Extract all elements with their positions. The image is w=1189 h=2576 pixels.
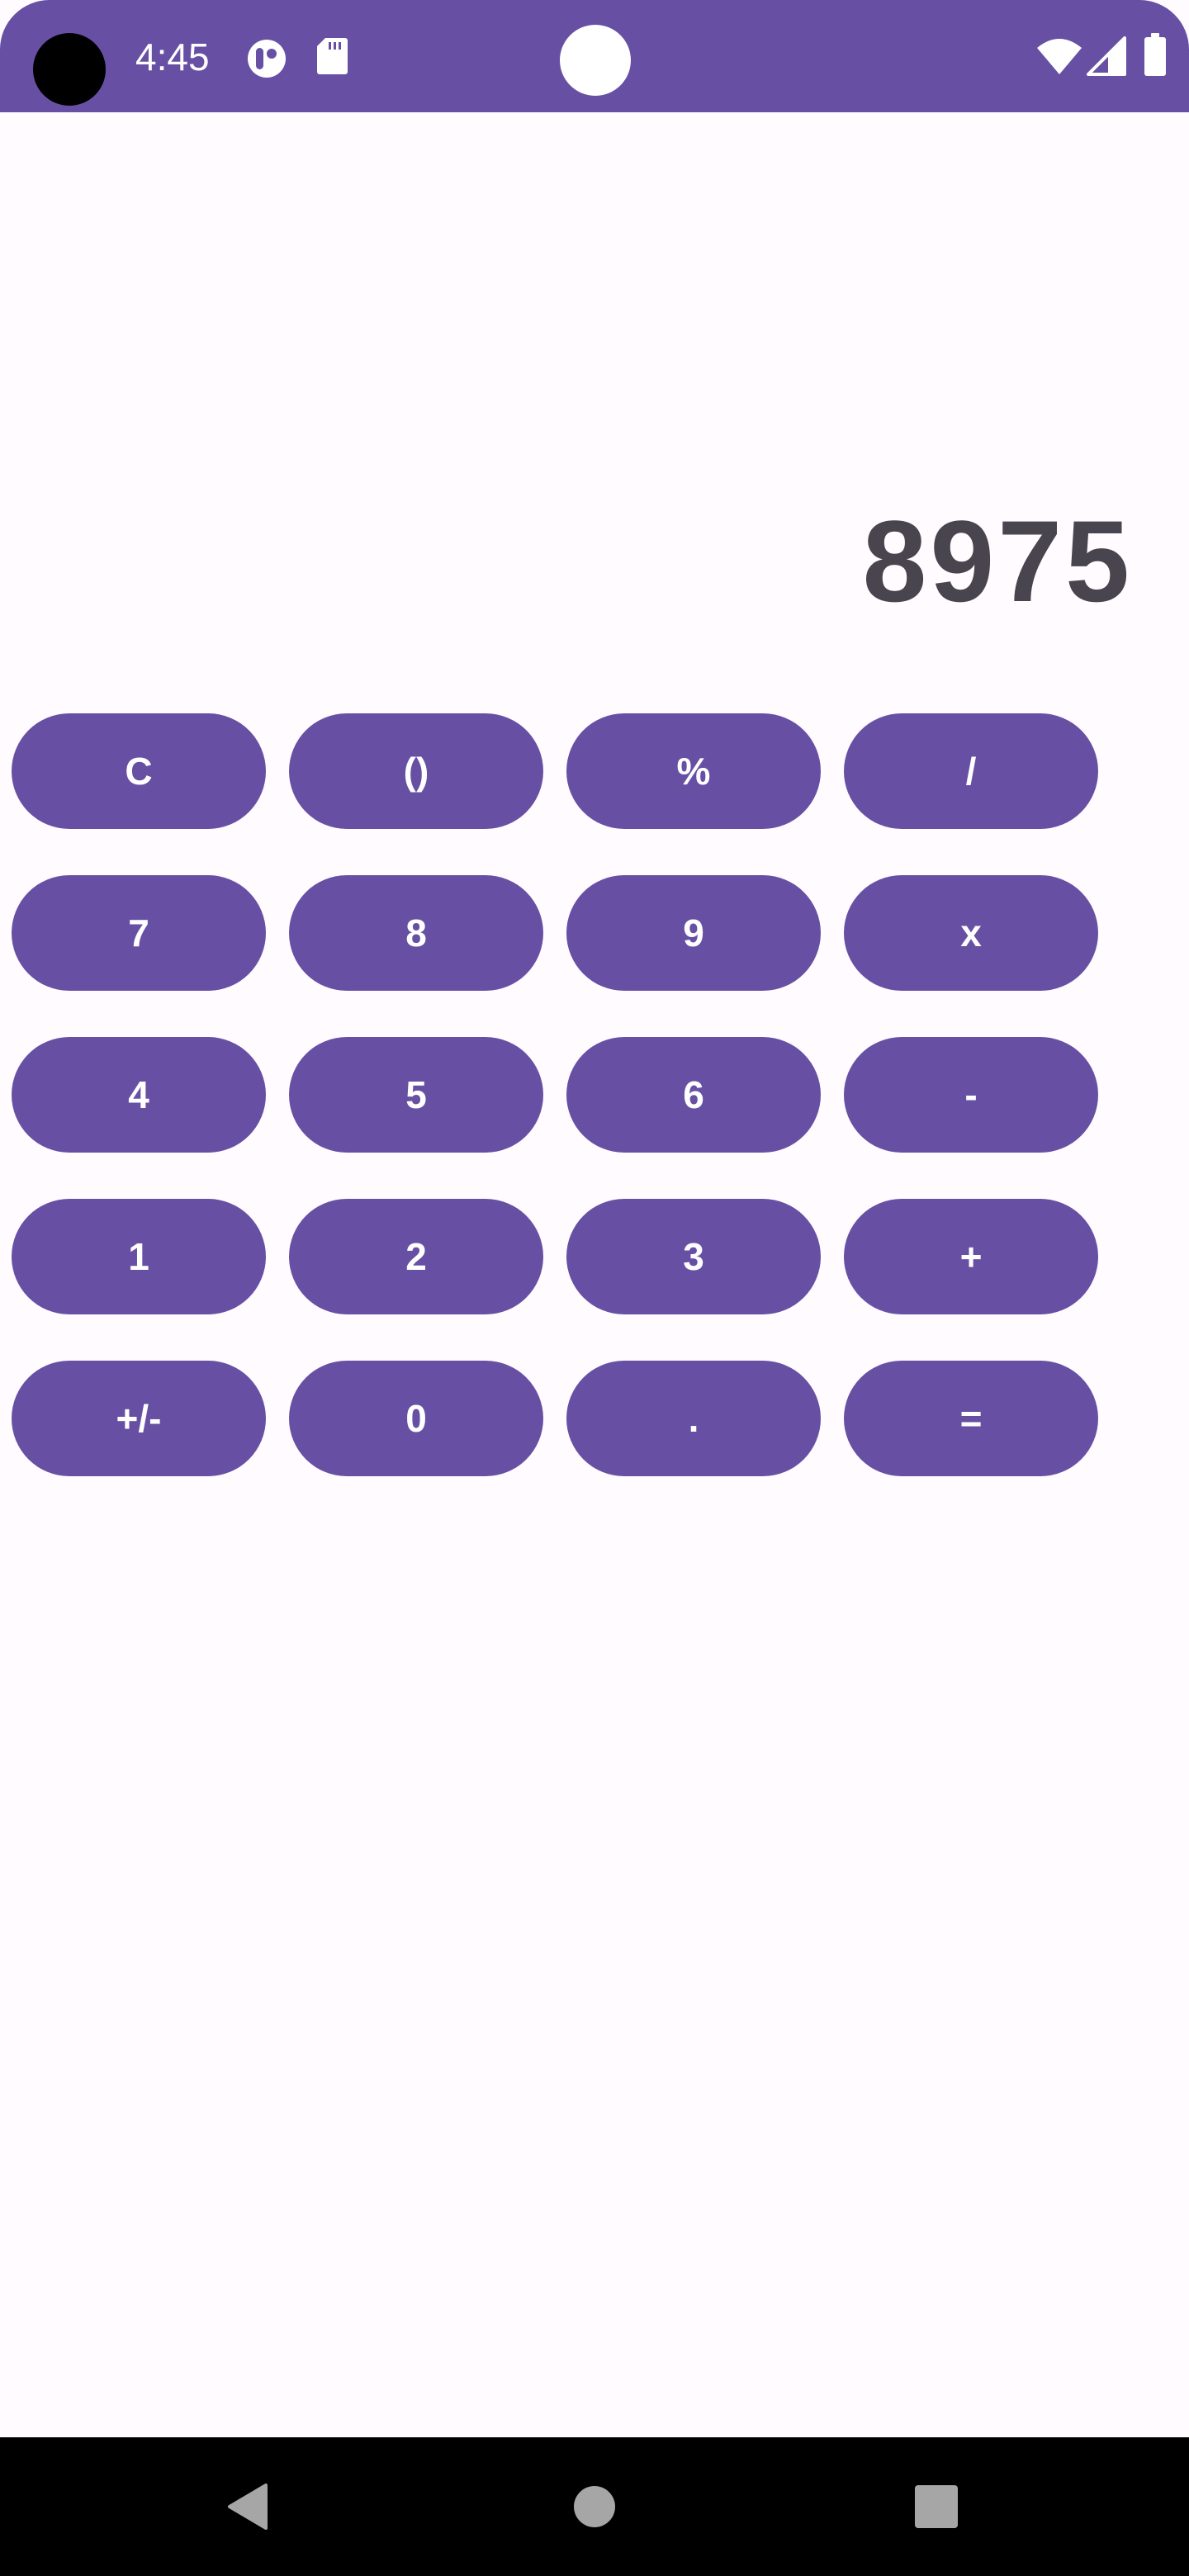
digit-0-button[interactable]: 0: [289, 1361, 543, 1476]
negate-button[interactable]: +/-: [12, 1361, 266, 1476]
digit-1-button[interactable]: 1: [12, 1199, 266, 1314]
percent-button[interactable]: %: [566, 713, 821, 829]
recents-button[interactable]: [870, 2437, 1002, 2576]
digit-5-button[interactable]: 5: [289, 1037, 543, 1153]
digit-4-button[interactable]: 4: [12, 1037, 266, 1153]
camera-cutout: [33, 33, 106, 106]
divide-button[interactable]: /: [844, 713, 1098, 829]
add-button[interactable]: +: [844, 1199, 1098, 1314]
front-sensor: [560, 25, 631, 96]
digit-8-button[interactable]: 8: [289, 875, 543, 991]
digit-6-button[interactable]: 6: [566, 1037, 821, 1153]
equals-button[interactable]: =: [844, 1361, 1098, 1476]
multiply-button[interactable]: x: [844, 875, 1098, 991]
battery-icon: [1144, 33, 1166, 76]
home-circle-icon: [572, 2484, 617, 2529]
result-display: 8975: [862, 496, 1133, 626]
subtract-button[interactable]: -: [844, 1037, 1098, 1153]
back-triangle-icon: [225, 2482, 271, 2531]
digit-7-button[interactable]: 7: [12, 875, 266, 991]
digit-9-button[interactable]: 9: [566, 875, 821, 991]
status-bar: [0, 0, 1189, 112]
parentheses-button[interactable]: (): [289, 713, 543, 829]
home-button[interactable]: [528, 2437, 661, 2576]
digit-3-button[interactable]: 3: [566, 1199, 821, 1314]
signal-icon: [1087, 36, 1128, 76]
back-button[interactable]: [182, 2437, 314, 2576]
clear-button[interactable]: C: [12, 713, 266, 829]
sd-card-icon: [315, 36, 348, 76]
app-notification-icon: [246, 38, 287, 79]
recents-square-icon: [914, 2484, 959, 2529]
status-time: 4:45: [135, 36, 210, 78]
navigation-bar: [0, 2437, 1189, 2576]
wifi-icon: [1035, 36, 1083, 76]
digit-2-button[interactable]: 2: [289, 1199, 543, 1314]
decimal-point-button[interactable]: .: [566, 1361, 821, 1476]
